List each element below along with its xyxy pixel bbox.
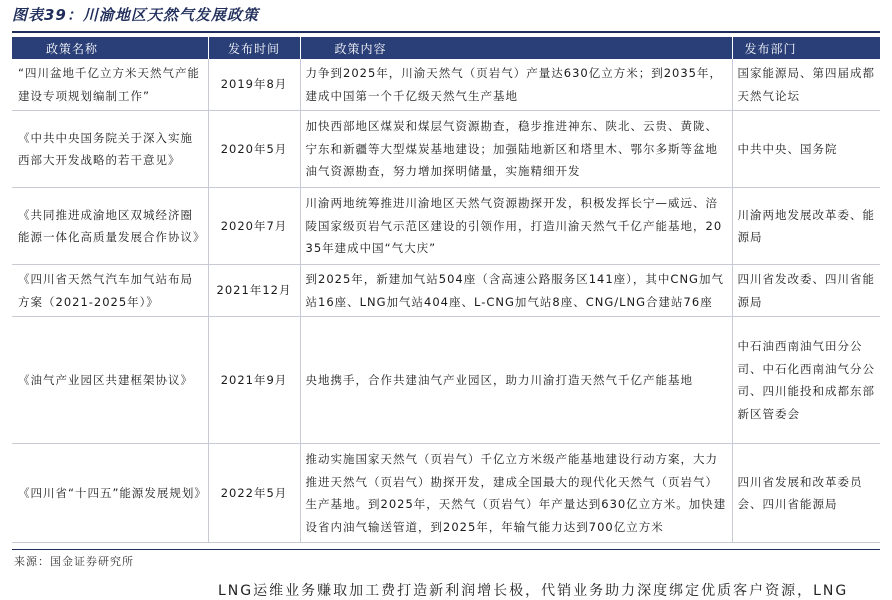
policy-content-cell: 推动实施国家天然气（页岩气）千亿立方米级产能基地建设行动方案，大力推进天然气（页岩气）勘探开发，建成全国最大的现代化天然气（页岩气）生产基地。到2025年，天然气（页岩气）年产量达到630亿立方米。加快建设省内油气输送管道，到2025年，年输气能力达到700亿立方米 — [300, 444, 732, 543]
release-date-cell: 2020年5月 — [208, 111, 300, 188]
figure-title: 图表39：川渝地区天然气发展政策 — [12, 6, 259, 24]
table-row — [12, 188, 880, 265]
policy-content-cell: 力争到2025年，川渝天然气（页岩气）产量达630亿立方米；到2035年，建成中国第一个千亿级天然气生产基地 — [300, 59, 732, 111]
table-bottom-divider — [12, 549, 880, 550]
title-divider — [12, 31, 880, 33]
table-row — [12, 59, 880, 111]
release-date-cell: 2020年7月 — [208, 188, 300, 265]
table-row — [12, 265, 880, 317]
department-cell: 川渝两地发展改革委、能源局 — [732, 188, 880, 265]
table-row — [12, 317, 880, 444]
policy-content-cell: 川渝两地统筹推进川渝地区天然气资源勘探开发，积极发挥长宁—威远、涪陵国家级页岩气示范区建设的引领作用，打造川渝天然气千亿产能基地，2035年建成中国“气大庆” — [300, 188, 732, 265]
policy-name-cell: “四川盆地千亿立方米天然气产能建设专项规划编制工作” — [12, 59, 208, 111]
release-date-cell: 2022年5月 — [208, 444, 300, 543]
department-cell: 四川省发展和改革委员会、四川省能源局 — [732, 444, 880, 543]
department-cell: 四川省发改委、四川省能源局 — [732, 265, 880, 317]
policy-name-cell: 《四川省“十四五”能源发展规划》 — [12, 444, 208, 543]
header-release-date: 发布时间 — [208, 37, 300, 59]
department-cell: 中共中央、国务院 — [732, 111, 880, 188]
policy-name-cell: 《油气产业园区共建框架协议》 — [12, 317, 208, 444]
policy-content-cell: 到2025年，新建加气站504座（含高速公路服务区141座），其中CNG加气站16座、LNG加气站404座、L-CNG加气站8座、CNG/LNG合建站76座 — [300, 265, 732, 317]
header-policy-content: 政策内容 — [300, 37, 732, 59]
body-text-cutoff: LNG运维业务赚取加工费打造新利润增长极，代销业务助力深度绑定优质客户资源，LNG — [218, 583, 849, 599]
department-cell: 国家能源局、第四届成都天然气论坛 — [732, 59, 880, 111]
policy-name-cell: 《共同推进成渝地区双城经济圈能源一体化高质量发展合作协议》 — [12, 188, 208, 265]
table-row — [12, 111, 880, 188]
policy-table — [12, 37, 880, 543]
release-date-cell: 2019年8月 — [208, 59, 300, 111]
source-note: 来源：国金证券研究所 — [14, 555, 134, 568]
release-date-cell: 2021年9月 — [208, 317, 300, 444]
policy-content-cell: 加快西部地区煤炭和煤层气资源勘查，稳步推进神东、陕北、云贵、黄陇、宁东和新疆等大型煤炭基地建设；加强陆地新区和塔里木、鄂尔多斯等盆地油气资源勘查，努力增加探明储量，实施精细开发 — [300, 111, 732, 188]
release-date-cell: 2021年12月 — [208, 265, 300, 317]
policy-name-cell: 《四川省天然气汽车加气站布局方案（2021-2025年）》 — [12, 265, 208, 317]
table-header-row — [12, 37, 880, 59]
department-cell: 中石油西南油气田分公司、中石化西南油气分公司、四川能投和成都东部新区管委会 — [732, 317, 880, 444]
header-policy-name: 政策名称 — [12, 37, 208, 59]
policy-content-cell: 央地携手，合作共建油气产业园区，助力川渝打造天然气千亿产能基地 — [300, 317, 732, 444]
table-row — [12, 444, 880, 543]
policy-name-cell: 《中共中央国务院关于深入实施西部大开发战略的若干意见》 — [12, 111, 208, 188]
header-department: 发布部门 — [732, 37, 880, 59]
